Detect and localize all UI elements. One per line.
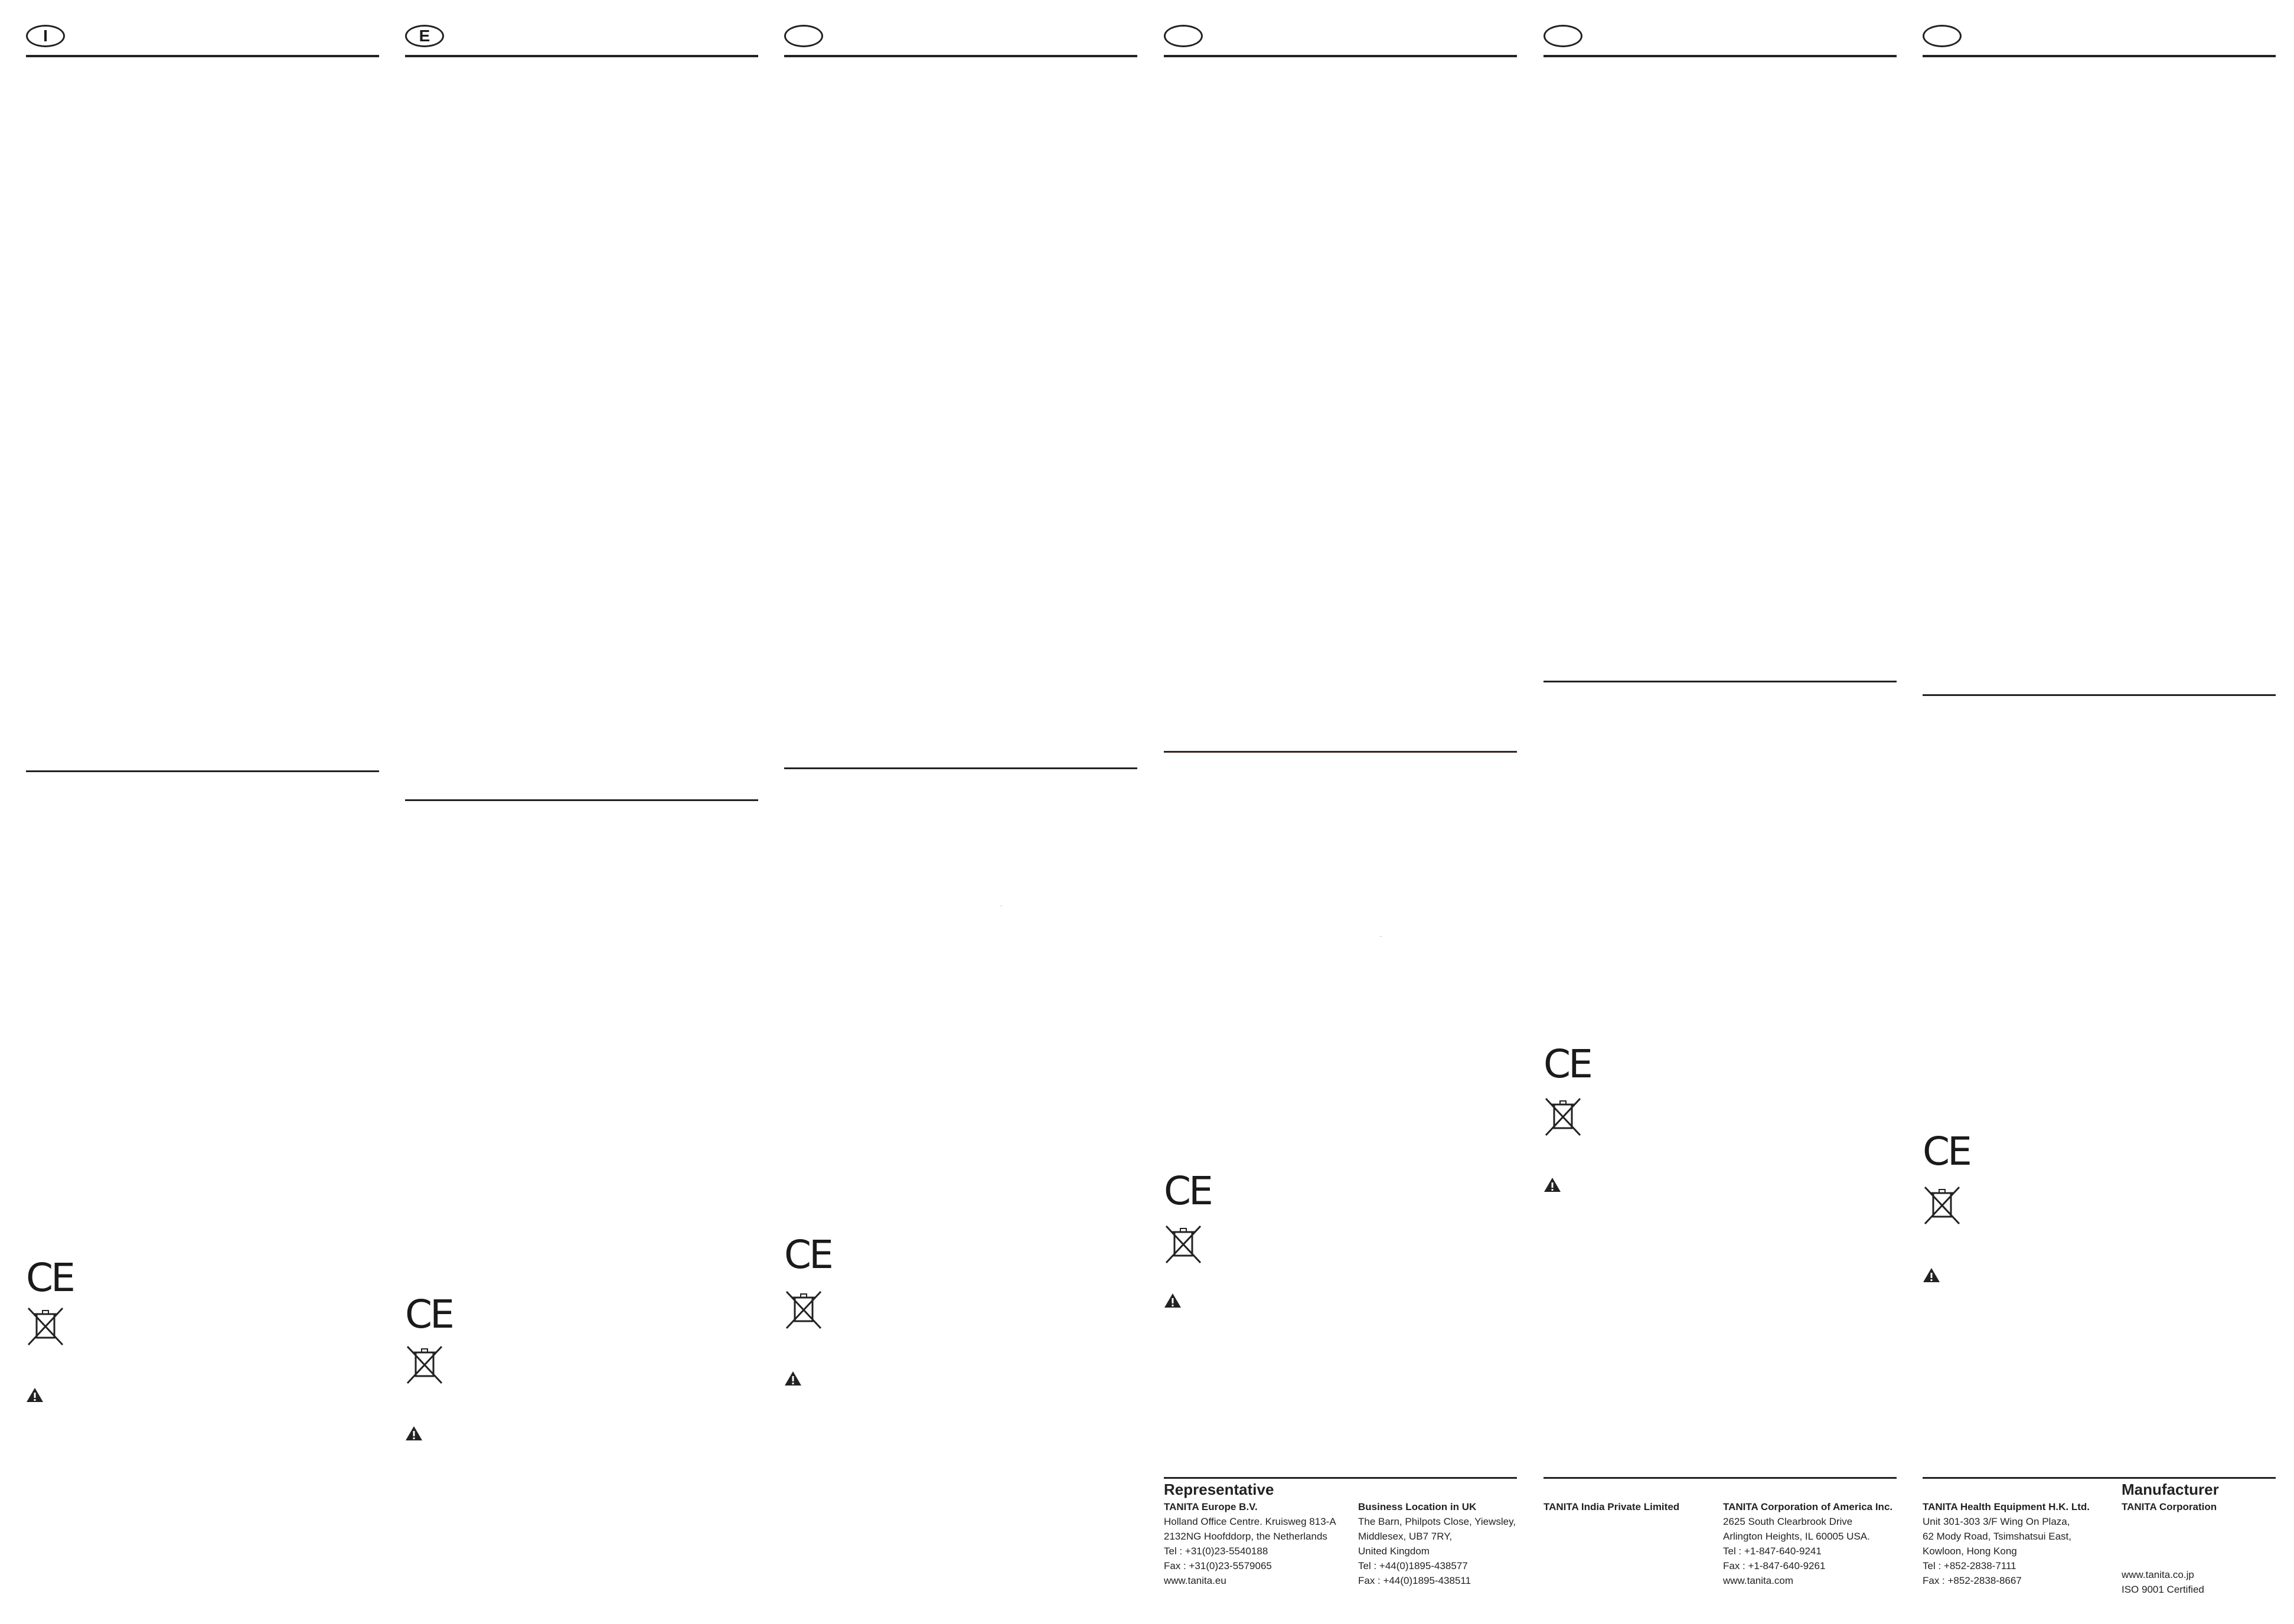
header-rule <box>405 55 758 57</box>
language-badge: I <box>26 25 65 47</box>
weee-bin-icon <box>1544 1096 1582 1138</box>
company-name: TANITA Corporation <box>2122 1501 2217 1512</box>
address-line: Kowloon, Hong Kong <box>1923 1545 2017 1557</box>
phone-line: Tel : +1-847-640-9241 <box>1723 1545 1822 1557</box>
fax-line: Fax : +44(0)1895-438511 <box>1358 1575 1471 1586</box>
section-rule <box>405 799 758 801</box>
weee-bin-icon <box>405 1344 444 1386</box>
america-block <box>1723 1499 1900 1588</box>
representative-block <box>1164 1479 1353 1588</box>
warning-icon <box>784 1371 802 1386</box>
ce-mark: CE <box>1923 1129 1970 1174</box>
warning-icon <box>1544 1177 1561 1192</box>
section-rule <box>784 767 1137 769</box>
ce-mark: CE <box>1164 1168 1211 1214</box>
address-line: 2132NG Hoofddorp, the Netherlands <box>1164 1531 1327 1542</box>
address-line: 2625 South Clearbrook Drive <box>1723 1516 1853 1527</box>
header-rule <box>1544 55 1897 57</box>
ce-mark: CE <box>405 1292 452 1337</box>
india-block <box>1544 1499 1715 1514</box>
header-rule <box>26 55 379 57</box>
phone-line: Tel : +852-2838-7111 <box>1923 1560 2016 1571</box>
section-rule <box>1923 694 2276 696</box>
company-name: Business Location in UK <box>1358 1501 1477 1512</box>
ce-mark: CE <box>1544 1041 1591 1087</box>
manufacturer-block <box>2122 1479 2275 1597</box>
warning-icon <box>405 1426 423 1441</box>
company-name: TANITA India Private Limited <box>1544 1501 1680 1512</box>
address-line: Arlington Heights, IL 60005 USA. <box>1723 1531 1870 1542</box>
language-badge <box>1544 25 1582 47</box>
company-name: TANITA Europe B.V. <box>1164 1501 1258 1512</box>
footer-rule <box>1544 1477 1897 1479</box>
representative-heading: Representative <box>1164 1481 1274 1498</box>
warning-icon <box>26 1387 44 1403</box>
stray-dot: · <box>1380 934 1382 939</box>
company-name: TANITA Health Equipment H.K. Ltd. <box>1923 1501 2090 1512</box>
column-3 <box>784 0 1137 1624</box>
header-rule <box>1164 55 1517 57</box>
phone-line: Tel : +44(0)1895-438577 <box>1358 1560 1468 1571</box>
column-spanish <box>405 0 758 1624</box>
fax-line: Fax : +31(0)23-5579065 <box>1164 1560 1272 1571</box>
address-line: 62 Mody Road, Tsimshatsui East, <box>1923 1531 2071 1542</box>
warning-icon <box>1164 1293 1182 1308</box>
language-badge: E <box>405 25 444 47</box>
column-5 <box>1544 0 1897 1624</box>
company-name: TANITA Corporation of America Inc. <box>1723 1501 1893 1512</box>
address-line: Holland Office Centre. Kruisweg 813-A <box>1164 1516 1336 1527</box>
ce-mark: CE <box>26 1255 73 1300</box>
phone-line: Tel : +31(0)23-5540188 <box>1164 1545 1268 1557</box>
footer-rule <box>1923 1477 2276 1479</box>
address-line: Unit 301-303 3/F Wing On Plaza, <box>1923 1516 2070 1527</box>
language-badge <box>1923 25 1962 47</box>
section-rule <box>1544 681 1897 682</box>
spacer <box>2122 1514 2275 1567</box>
website-line: www.tanita.com <box>1723 1575 1794 1586</box>
weee-bin-icon <box>1923 1185 1962 1226</box>
weee-bin-icon <box>1164 1224 1203 1265</box>
column-6 <box>1923 0 2276 1624</box>
weee-bin-icon <box>26 1306 65 1347</box>
address-line: Middlesex, UB7 7RY, <box>1358 1531 1453 1542</box>
address-line: The Barn, Philpots Close, Yiewsley, <box>1358 1516 1516 1527</box>
uk-location-block <box>1358 1499 1518 1588</box>
weee-bin-icon <box>784 1289 823 1331</box>
language-badge <box>784 25 823 47</box>
language-badge <box>1164 25 1203 47</box>
section-rule <box>26 770 379 772</box>
fax-line: Fax : +1-847-640-9261 <box>1723 1560 1826 1571</box>
column-4 <box>1164 0 1517 1624</box>
footer-rule <box>1164 1477 1517 1479</box>
certification-line: ISO 9001 Certified <box>2122 1584 2204 1595</box>
website-line: www.tanita.co.jp <box>2122 1569 2194 1580</box>
hong-kong-block <box>1923 1499 2117 1588</box>
address-line: United Kingdom <box>1358 1545 1430 1557</box>
fax-line: Fax : +852-2838-8667 <box>1923 1575 2022 1586</box>
header-rule <box>784 55 1137 57</box>
section-rule <box>1164 751 1517 753</box>
manufacturer-heading: Manufacturer <box>2122 1481 2219 1498</box>
ce-mark: CE <box>784 1232 831 1277</box>
header-rule <box>1923 55 2276 57</box>
warning-icon <box>1923 1267 1940 1283</box>
stray-dot: · <box>1000 903 1002 909</box>
website-line: www.tanita.eu <box>1164 1575 1226 1586</box>
column-italian <box>26 0 379 1624</box>
